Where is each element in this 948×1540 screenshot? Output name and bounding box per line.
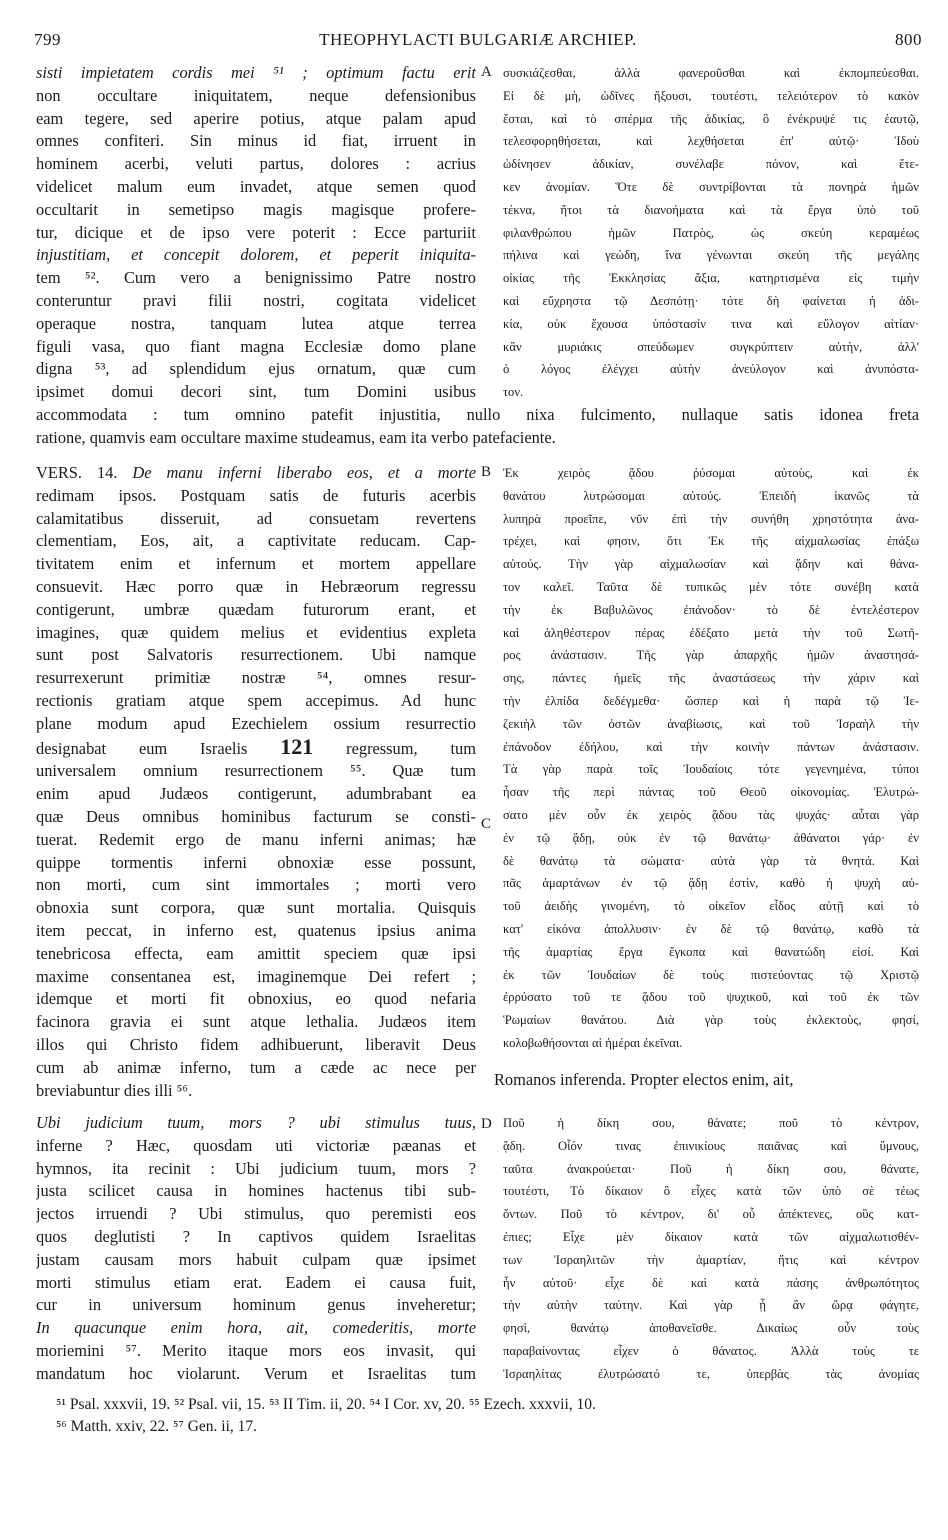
text-line: τρέχει, καὶ φησιν, ὅτι Ἐκ τῆς αἰχμαλωσίας ἐπάξω [503,534,919,549]
left-page-number: 799 [34,30,61,49]
latin-column-section-2 [36,462,476,1102]
text-line: φησὶ, θανάτῳ ἀποθανεῖσθε. Δικαίως οὖν τοὺς [503,1321,919,1336]
text-line: κατ' εἰκόνα ἀπολλυσιν· ἐν δὲ τῷ θανάτῳ, καθὸ τὰ [503,921,919,936]
text-line: universalem omnium resurrectionem ⁵⁵. Quæ tum [36,761,476,781]
text-line: clementiam, Eos, ait, a captivitate reducam. Cap- [36,531,476,551]
text-line: obnoxia sunt corpora, quæ sunt mortalia. Quisquis [36,898,476,918]
text-line: Ῥωμαίων θανάτου. Διὰ γὰρ τοὺς ἐκλεκτοὺς, φησί, [503,1013,919,1028]
right-page-number: 800 [895,30,922,49]
text-line: καὶ ἀληθέστερον πέρας ἐδέξατο μετὰ τὴν τοῦ Σωτῆ- [503,625,919,640]
text-line: idemque et morti fit obnoxius, eo quod nefaria [36,989,476,1009]
text-line: ὠδίνησεν ἀδικίαν, συνέλαβε πόνον, καὶ ἔτε- [503,157,919,172]
text-line: Εἰ δὲ μὴ, ὠδῖνες ἥξουσι, τουτέστι, τελειότερον τὸ κακὸν [503,88,919,103]
text-line: ταῦτα ἀνακρούεται· Ποῦ ἡ δίκη σου, θάνατε, [503,1161,919,1176]
text-line: jectos irruendi ? Ubi stimulus, quo peremisti eos [36,1204,476,1224]
text-line: ὁ λόγος ἐλέγχει αὐτὴν ἀνεύλογον καὶ ἀνυπόστα- [503,362,919,377]
text-line: conteruntur pravi filii nostri, cogitata videlicet [36,290,476,310]
footnote-line: ⁵¹ Psal. xxxvii, 19. ⁵² Psal. vii, 15. ⁵³ II Tim. ii, 20. ⁵⁴ I Cor. xv, 20. ⁵⁵ Ezech. xxxvii, 10. [56,1396,596,1413]
text-line: λυπηρὰ προεῖπε, νῦν ἐπὶ τὴν συνήθη χρηστότητα ἀνα- [503,511,919,526]
text-line: τον. [503,385,524,400]
text-line: resurrexerunt primitiæ nostræ ⁵⁴, omnes resur- [36,668,476,688]
text-line: τέκνα, ἤτοι τὰ διανοήματα καὶ τὰ ἔργα ὑπὸ τοῦ [503,202,919,217]
running-header [34,30,922,54]
text-line: τοῦ ἀειδὴς γινομένη, τὸ οἰκεῖον εἶδος αὐτῇ καὶ τὸ [503,899,919,914]
text-line: maxime consentanea est, imaginemque Dei refert ; [36,966,476,986]
margin-letter-d: D [481,1116,492,1132]
marginal-page-number: 121 [280,735,314,759]
text-line: πᾶς ἁμαρτάνων ἐν τῷ ᾅδῃ ἐστὶν, καθὸ ἡ ψυχὴ αὐ- [503,876,919,891]
text-line: plane modum apud Ezechielem ossium resurrectio [36,713,476,733]
text-line: ἔσται, καὶ τὸ σπέρμα τῆς ἀδικίας, ὃ ἐνέκρυψέ τις ἑαυτῷ, [503,111,919,126]
margin-letter-a: A [481,64,492,80]
text-line: έπιες; Εἶχε μὲν δίκαιον κατὰ τῶν αἰχμαλωτισθέν- [503,1229,919,1244]
text-line: rectionis gratiam atque spem accepimus. Ad hunc [36,690,476,710]
text-line: ὄντων. Ποῦ τὸ κέντρον, δι' οὗ ἀπέκτενες, οὓς κατ- [503,1207,919,1222]
text-line: οἰκίας τῆς Ἐκκλησίας ἄξια, κατηρτισμένα εἰς τιμὴν [503,271,919,286]
text-line: φιλανθρώπου ἡμῶν Πατρὸς, ὡς σκεύη κεραμέως [503,225,919,240]
margin-letter-b: B [481,464,492,480]
text-line: ἐρρύσατο τοῦ τε ᾅδου τοῦ ψυχικοῦ, καὶ τοῦ ἐκ τῶν [503,990,919,1005]
text-line: illos qui Christo fidem adhibuerunt, liberavit Deus [36,1034,476,1054]
text-line: των Ἰσραηλιτῶν τὴν ἁμαρτίαν, ἥτις καὶ κέντρον [503,1252,919,1267]
text-line: videlicet malum eum invadet, atque semen quod [36,176,476,196]
text-line: ᾅδη. Οἷόν τινας ἐπινικίους παιᾶνας καὶ ὕμνους, [503,1138,919,1153]
text-line: moriemini ⁵⁷. Merito itaque mors eos invasit, qui [36,1340,476,1360]
text-line: consuevit. Hæc porro quæ in Hebræorum regressu [36,576,476,596]
text-line: contigerunt, umbræ quædam futurorum erant, et [36,599,476,619]
text-line: σατο μὲν οὖν ἐκ χειρὸς ᾅδου τὰς ψυχάς· αὗται γὰρ [503,807,919,822]
text-line: Ποῦ ἡ δίκη σου, θάνατε; ποῦ τὸ κέντρον, [503,1116,919,1130]
text-line: παραβαίνοντας εἶχεν ὁ θάνατος. Ἀλλὰ τοὺς τε [503,1343,919,1358]
text-line: θανάτου λυτρώσομαι αὐτούς. Ἐπειδὴ ἱκανῶς τὰ [503,488,919,503]
text-segment: regressum, tum [346,738,476,758]
text-line: ἐκ τῶν Ἰουδαίων δὲ τοὺς πιστεύοντας τῷ Χριστῷ [503,967,919,982]
text-line: ἦσαν τῆς περὶ πάντας τοῦ Θεοῦ οἰκονομίας. Ἐλυτρώ- [503,785,919,800]
text-line: τον καλεῖ. Ταῦτα δὲ τυπικῶς μὲν τότε συνέβη κατὰ [503,579,919,594]
text-line: tur, dicique et de ipso vere poterit : Ecce parturiit [36,222,476,242]
text-line: τὴν ἐλπίδα δεδέγμεθα· ὥσπερ καὶ ἡ παρὰ τῷ Ἰε- [503,693,919,708]
verse-text: De manu inferni liberabo eos, et a morte [132,463,476,482]
text-line: ἐπάνοδον ἐδήλου, καὶ τὴν κοινὴν πάντων ἀνάστασιν. [503,739,919,754]
text-line: hominem acerbi, veluti partus, dolores : acrius [36,154,476,174]
text-line: δὲ θανάτῳ τὰ σώματα· αὐτὰ γὰρ τὰ θνητά. Καὶ [503,853,919,868]
text-line: sisti impietatem cordis mei ⁵¹ ; optimum factu erit [36,63,476,82]
text-line: τῆς ἁμαρτίας ἔργα ἔγκοπα καὶ θανατώδη εἰσί. Καὶ [503,944,919,959]
text-line: imagines, quæ quidem melius et evidentius expleta [36,622,476,642]
text-line: non morti, cum sint immortales ; morti vero [36,875,476,895]
text-line: τὴν ἐκ Βαβυλῶνος ἐπάνοδον· τὸ δὲ ἐντελέστερον [503,602,919,617]
latin-continuation [494,1069,919,1092]
text-line: facinora gravia ei sunt atque lethalia. Judæos item [36,1012,476,1032]
text-line: morti stimulus etiam erat. Eadem ei causa fuit, [36,1272,476,1292]
text-line: item peccat, in inferno est, quatenus ipsius anima [36,920,476,940]
text-line: quæ Deus omnibus hominibus facturum se consti- [36,806,476,826]
text-line: ratione, quamvis eam occultare maxime studeamus, eam ita verbo patefaciente. [36,427,556,447]
text-line: αὐτούς. Τὴν γὰρ αἰχμαλωσίαν καὶ ᾅδην καὶ θάνα- [503,557,919,572]
text-line: justa scilicet causa in homines hactenus tibi sub- [36,1181,476,1201]
text-line: occultarit in semetipso magis magisque profere- [36,199,476,219]
text-line: ρος ἀνάστασιν. Τῆς γὰρ ἀπαρχῆς ἡμῶν ἀναστησά- [503,648,919,663]
text-line: operaque nostra, tanquam lutea atque terrea [36,313,476,333]
text-line: cur in universum hominum genus inveheretur; [36,1295,476,1315]
footnote-line: ⁵⁶ Matth. xxiv, 22. ⁵⁷ Gen. ii, 17. [56,1418,258,1435]
text-line: τουτέστι, Τὸ δίκαιον ὃ εἶχες κατὰ τῶν ὑπὸ σὲ τέως [503,1184,919,1199]
text-line: ἐν τῷ ᾅδῃ, οὐκ ἐν τῷ θανάτῳ· ἀθάνατοι γάρ· ἐν [503,830,919,845]
text-line: Ἰσραηλίτας ἐλυτρώσατό τε, ὑπερβὰς τὰς ἀνομίας [503,1366,919,1381]
text-line [36,736,476,761]
full-width-paragraph [36,404,919,450]
text-line: quos deglutisti ? In captivos quidem Israelitas [36,1226,476,1246]
text-segment: designabat eum Israelis [36,738,248,758]
text-line: eam tegere, sed aperire potius, atque palam apud [36,108,476,128]
text-line: ζεκιὴλ τῶν ὀστῶν ἀναβίωσις, καὶ τοῦ Ἰσραὴλ τὴν [503,716,919,731]
verse-reference: VERS. 14. [36,463,118,482]
text-line: enim apud Judæos contigerunt, adumbrabant ea [36,784,476,804]
text-line: digna ⁵³, ad splendidum ejus ornatum, quæ cum [36,359,476,379]
text-line: Ubi judicium tuum, mors ? ubi stimulus tuus, [36,1113,476,1132]
text-line: κεν ἀνομίαν. Ὅτε δὲ συντρίβονται τὰ πονηρὰ ἡμῶν [503,179,919,194]
text-line: accommodata : tum omnino patefit injustitia, nullo nixa fulcimento, nullaque satis idonea freta [36,405,919,424]
greek-column-section-3 [503,1112,919,1386]
margin-letter-c: C [481,816,492,832]
text-line: κἂν μυριάκις σπεύδωμεν συγκρύπτειν αὐτὴν, ἀλλ' [503,339,919,354]
text-line: injustitiam, et concepit dolorem, et peperit iniquita- [36,245,476,265]
text-line: κολοβωθήσονται αἱ ἡμέραι ἐκεῖναι. [503,1035,683,1050]
text-line: sunt post Salvatoris resurrectionem. Ubi namque [36,645,476,665]
text-line: cum ab animæ inferno, tum a cæde ac nece per [36,1057,476,1077]
text-line: ἦν αὐτοῦ· εἶχε δὲ καὶ κατὰ πάσης ἀνθρωπότητος [503,1275,919,1290]
text-line: figuli vasa, quo fiant magna Ecclesiæ domo plane [36,336,476,356]
text-line: Ἐκ χειρὸς ᾅδου ῥύσομαι αὐτοὺς, καὶ ἐκ [503,466,919,480]
text-line: σης, πάντες ἡμεῖς τῆς ἀναστάσεως τὴν χάριν καὶ [503,671,919,686]
text-line: redimam ipsos. Postquam satis de futuris acerbis [36,485,476,505]
latin-column-section-3 [36,1112,476,1386]
text-line: hymnos, ita recinit : Ubi judicium tuum, mors ? [36,1158,476,1178]
text-line: Τὰ γὰρ παρὰ τοῖς Ἰουδαίοις τότε γεγενημένα, τύποι [503,762,919,777]
running-title: THEOPHYLACTI BULGARIÆ ARCHIEP. [319,30,637,49]
text-line: tuerat. Redemit ergo de manu inferni animas; hæ [36,829,476,849]
latin-column-section-1 [36,62,476,404]
text-line: calamitatibus disseruit, ad consuetam revertens [36,508,476,528]
text-line: tenebricosa effecta, eam amittit speciem quæ ipsi [36,943,476,963]
greek-column-section-2 [503,462,919,1055]
text-line: omnes confiteri. Sin minus id fiat, irruent in [36,131,476,151]
text-line: Romanos inferenda. Propter electos enim, ait, [494,1070,794,1089]
greek-column-section-1 [503,62,919,404]
text-line: κία, οὐκ ἔχουσα ὑπόστασίν τινα καὶ εὔλογον αἰτίαν· [503,316,919,331]
text-line: καὶ εὔχρηστα τῷ Δεσπότῃ· τότε δὴ φαίνεται ἡ ἀδι- [503,293,919,308]
text-line: In quacunque enim hora, ait, comederitis, morte [36,1318,476,1338]
text-line: τὴν αὐτὴν ταύτην. Καὶ γὰρ ᾗ ἂν ὥρᾳ φάγητε, [503,1298,919,1313]
text-line: tivitatem enim et infernum et mortem appellare [36,554,476,574]
text-line [36,462,476,485]
text-line: inferne ? Hæc, quosdam uti victoriæ pæanas et [36,1135,476,1155]
text-line: tem ⁵². Cum vero a benignissimo Patre nostro [36,268,476,288]
text-line: ipsimet domui decori sint, tum Domini usibus [36,382,476,402]
text-line: συσκιάζεσθαι, ἀλλὰ φανεροῦσθαι καὶ ἐκπομπεύεσθαι. [503,66,919,80]
text-line: quippe tormentis inferni obnoxiæ esse possunt, [36,852,476,872]
text-line: justam causam mors habuit culpam quæ ipsimet [36,1249,476,1269]
text-line: τελεσφορηθήσεται, καὶ λεχθήσεται ἐπ' αὐτῷ· Ἰδοὺ [503,134,919,149]
text-line: πήλινα καὶ γεώδη, ἵνα γένωνται σκεύη τῆς μεγάλης [503,248,919,263]
text-line: breviabuntur dies illi ⁵⁶. [36,1080,193,1100]
text-line: mandatum hoc violarunt. Verum et Israelitas tum [36,1363,476,1383]
text-line: non occultare iniquitatem, neque defensionibus [36,85,476,105]
footnotes [56,1394,916,1438]
